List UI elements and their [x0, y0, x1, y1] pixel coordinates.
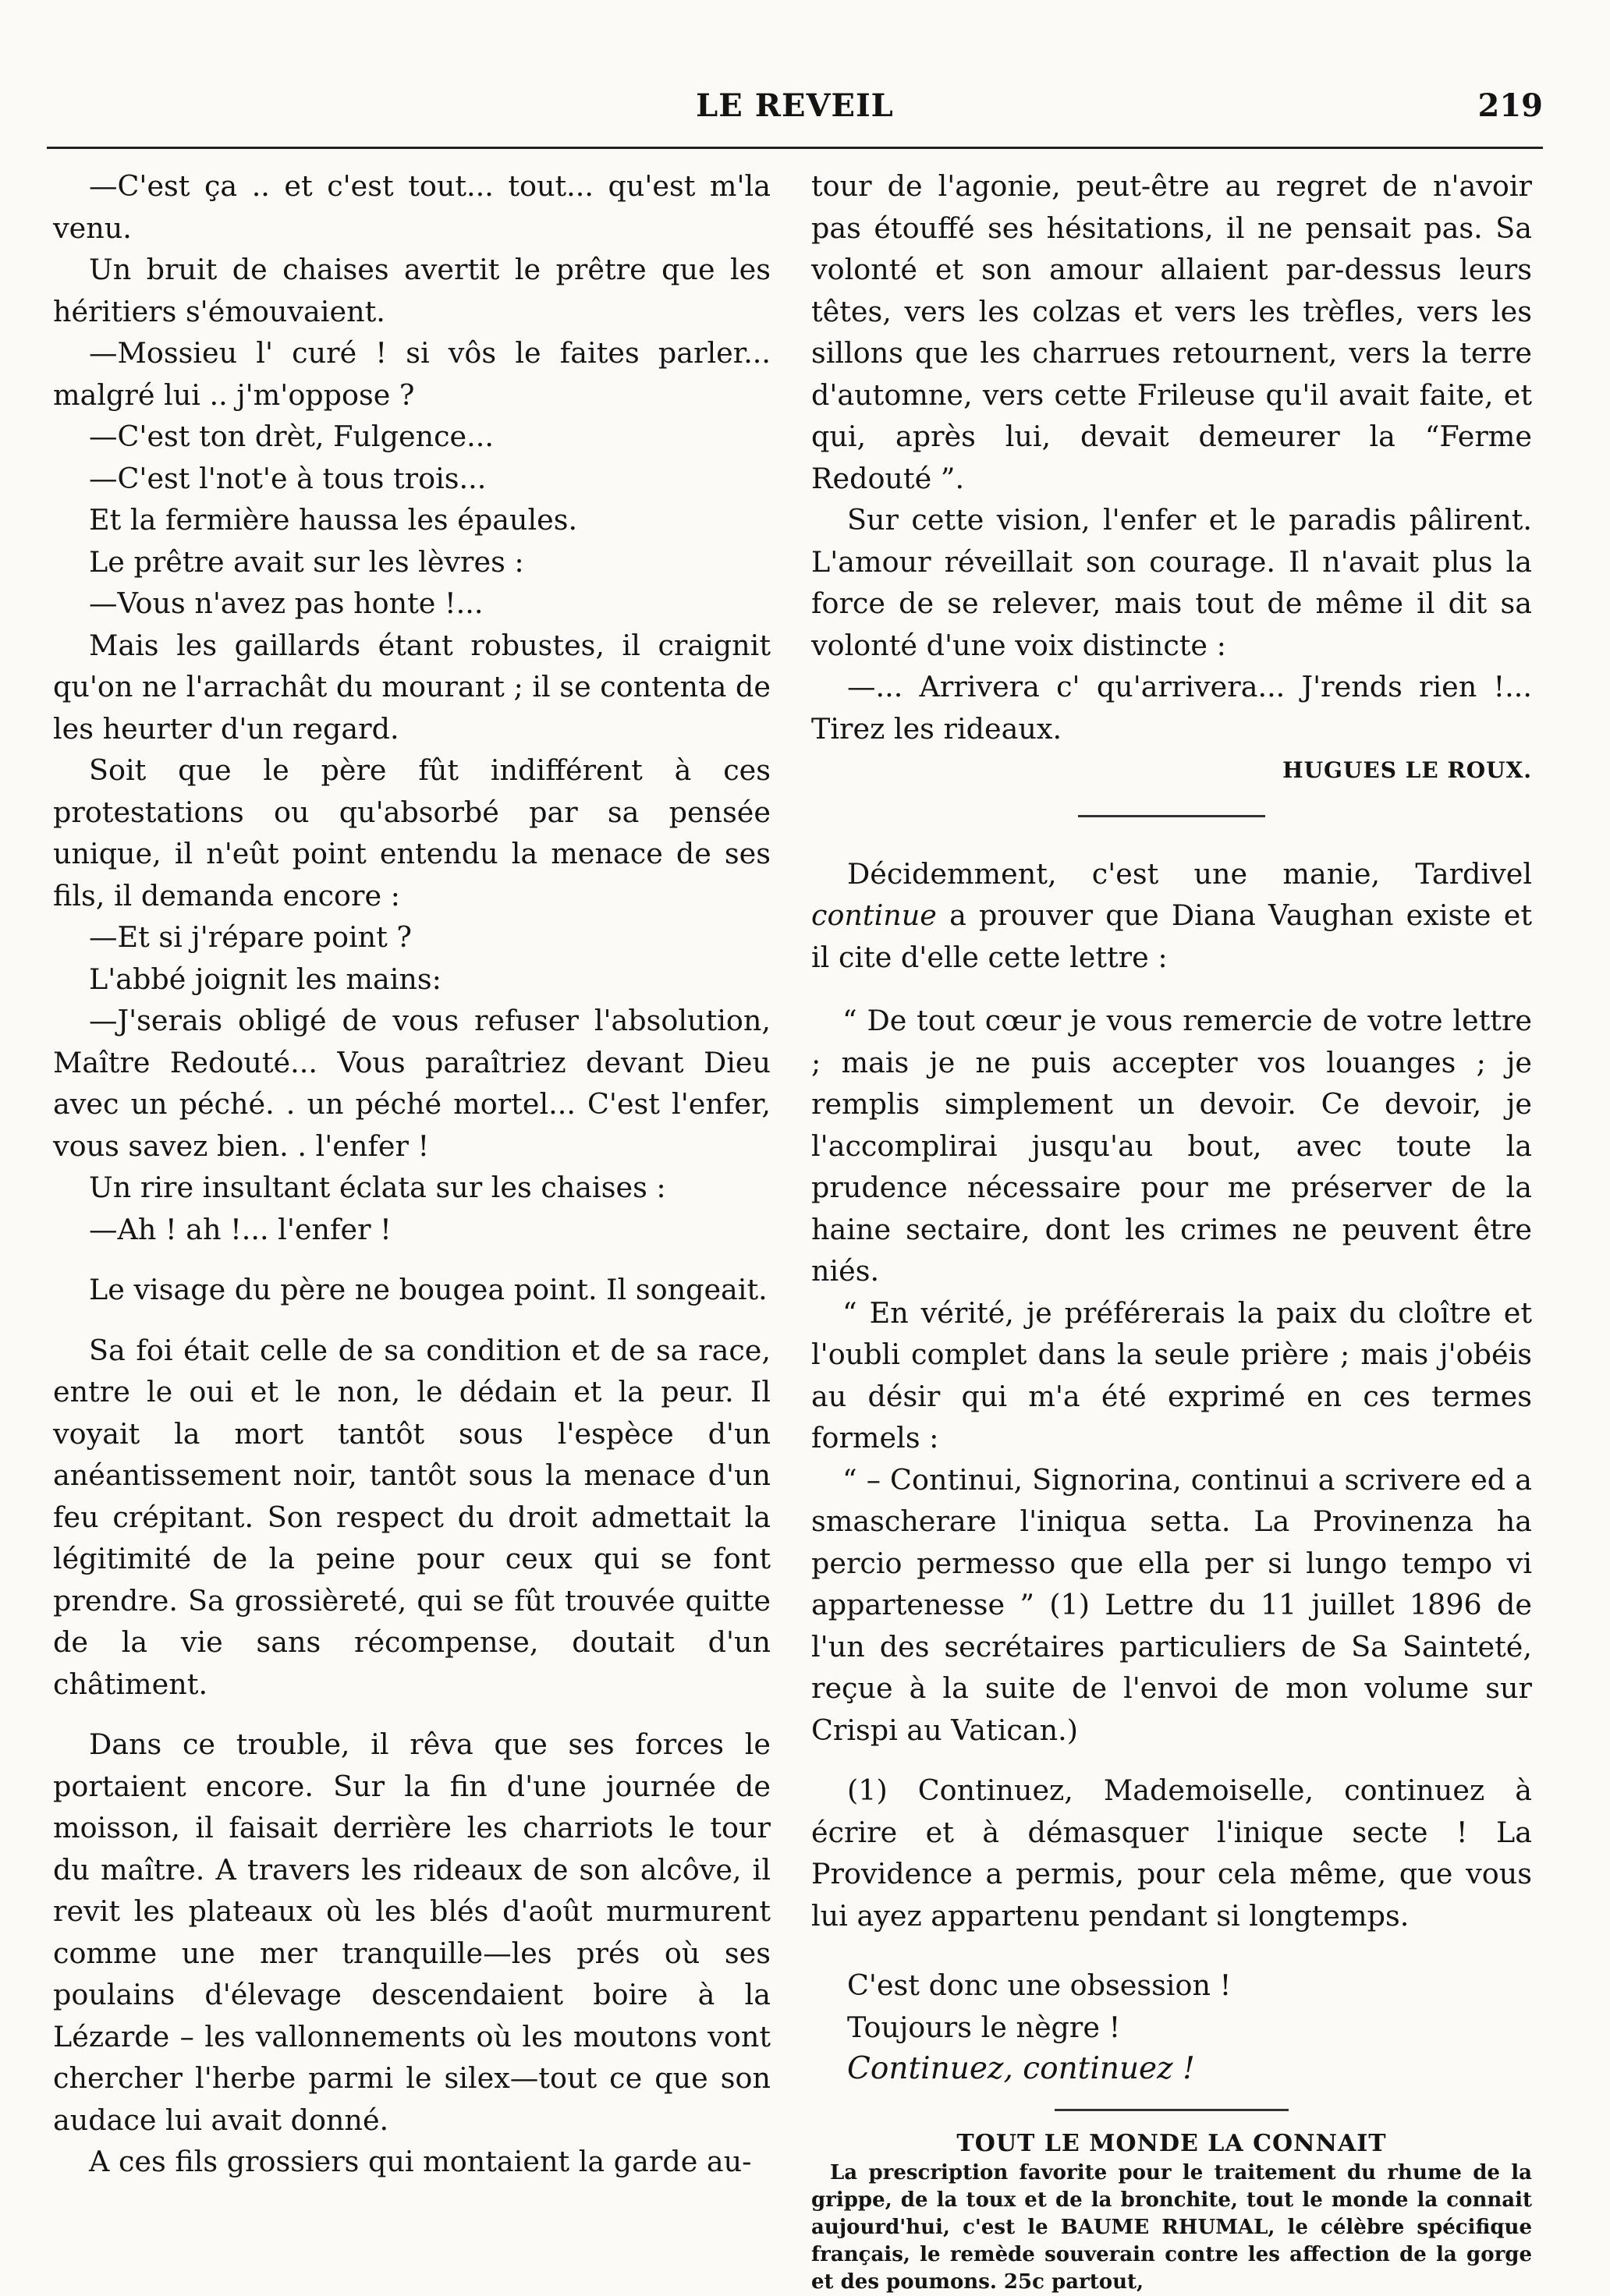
paragraph: Un bruit de chaises avertit le prêtre que les héritiers s'émouvaient.	[53, 253, 771, 328]
paragraph-continuation: tour de l'agonie, peut-être au regret de n'avoir pas étouffé ses hésitations, il ne pensait pas. Sa volonté et son amour allaient par-dessus leurs têtes, vers les colzas et vers les trèfles, vers les sillons que les charrues retournent, vers la terre d'automne, vers cette Frileuse qu'il avait faite, et qui, après lui, devait demeurer la “Ferme Redouté ”.	[811, 169, 1532, 495]
section-divider	[1078, 815, 1265, 817]
closing-line: C'est donc une obsession !	[847, 1968, 1232, 2002]
advert-divider	[1055, 2109, 1289, 2111]
paragraph: Le visage du père ne bougea point. Il songeait.	[89, 1273, 768, 1306]
letter-paragraph: “ De tout cœur je vous remercie de votre lettre ; mais je ne puis accepter vos louanges ; je remplis simplement un devoir. Ce devoir, je l'accomplirai jusqu'au bout, avec toute la prudence nécessaire pour me préserver de la haine sectaire, dont les crimes ne peuvent être niés.	[811, 1004, 1532, 1288]
quoted-letter	[811, 1000, 1532, 1751]
paragraph: —C'est ça .. et c'est tout... tout... qu'est m'la venu.	[53, 169, 771, 245]
advert-title: TOUT LE MONDE LA CONNAIT	[956, 2129, 1387, 2157]
header-rule	[47, 147, 1543, 149]
paragraph: —Ah ! ah !... l'enfer !	[89, 1212, 392, 1246]
advert-body: La prescription favorite pour le traitement du rhume de la grippe, de la toux et de la bronchite, tout le monde la connait aujourd'hui, c'est le BAUME RHUMAL, le célèbre spécifique français, le remède souverain contre les affection de la gorge et des poumons. 25c partout,	[811, 2160, 1532, 2294]
right-column	[811, 165, 1532, 2296]
paragraph: Sur cette vision, l'enfer et le paradis pâlirent. L'amour réveillait son courage. Il n'avait plus la force de se relever, mais tout de même il dit sa volonté d'une voix distincte :	[811, 503, 1532, 662]
author-signature: HUGUES LE ROUX.	[1282, 757, 1532, 783]
intro-paragraph	[811, 853, 1532, 979]
paragraph: —J'serais obligé de vous refuser l'absolution, Maître Redouté... Vous paraîtriez devant Dieu avec un péché. . un péché mortel... C'est l'enfer, vous savez bien. . l'enfer !	[53, 1004, 771, 1163]
paragraph: Un rire insultant éclata sur les chaises :	[89, 1171, 666, 1204]
page-header	[47, 87, 1543, 134]
paragraph: —C'est ton drèt, Fulgence...	[89, 420, 494, 453]
closing-line: Toujours le nègre !	[847, 2010, 1121, 2044]
paragraph: Dans ce trouble, il rêva que ses forces le portaient encore. Sur la fin d'une journée de moisson, il faisait derrière les charriots le tour du maître. A travers les rideaux de son alcôve, il revit les plateaux où les blés d'août murmurent comme une mer tranquille—les prés où ses poulains d'élevage descendaient boire à la Lézarde – les vallonnements où les moutons vont chercher l'herbe parmi le silex—tout ce que son audace lui avait donné.	[53, 1727, 771, 2137]
journal-title: LE REVEIL	[696, 87, 894, 124]
closing-italic-line: Continuez, continuez !	[847, 2051, 1195, 2086]
paragraph: Le prêtre avait sur les lèvres :	[89, 544, 524, 579]
intro-italic: continue	[811, 898, 937, 932]
intro-text-end: a prouver que Diana Vaughan existe et il cite d'elle cette lettre :	[811, 898, 1532, 974]
paragraph: —C'est l'not'e à tous trois...	[89, 461, 487, 495]
paragraph: —Vous n'avez pas honte !...	[89, 586, 484, 620]
closing-remarks	[811, 1965, 1532, 2090]
paragraph: Mais les gaillards étant robustes, il craignit qu'on ne l'arrachât du mourant ; il se contenta de les heurter d'un regard.	[53, 628, 771, 746]
paragraph: —Et si j'répare point ?	[89, 920, 412, 954]
left-column	[53, 165, 771, 2183]
paragraph: Et la fermière haussa les épaules.	[89, 503, 578, 537]
page-number: 219	[1477, 87, 1543, 124]
intro-text: Décidemment, c'est une manie, Tardivel	[847, 856, 1532, 891]
paragraph: —Mossieu l' curé ! si vôs le faites parler... malgré lui .. j'm'oppose ?	[53, 336, 771, 412]
paragraph: A ces fils grossiers qui montaient la garde au-	[89, 2145, 752, 2178]
paragraph: —... Arrivera c' qu'arrivera... J'rends rien !... Tirez les rideaux.	[811, 670, 1532, 746]
footnote: (1) Continuez, Mademoiselle, continuez à écrire et à démasquer l'inique secte ! La Providence a permis, pour cela même, que vous lui ayez appartenu pendant si longtemps.	[811, 1773, 1532, 1933]
paragraph: Sa foi était celle de sa condition et de sa race, entre le oui et le non, le dédain et la peur. Il voyait la mort tantôt sous l'espèce d'un anéantissement noir, tantôt sous la menace d'un feu crépitant. Son respect du droit admettait la légitimité de la peine pour ceux qui se font prendre. Sa grossièreté, qui se fût trouvée quitte de la vie sans récompense, doutait d'un châtiment.	[53, 1333, 771, 1701]
letter-paragraph: “ – Continui, Signorina, continui a scrivere ed a smascherare l'iniqua setta. La Provinenza ha percio permesso que ella per si lungo tempo vi appartenesse ” (1) Lettre du 11 juillet 1896 de l'un des secrétaires particuliers de Sa Sainteté, reçue à la suite de l'envoi de mon volume sur Crispi au Vatican.)	[811, 1462, 1532, 1747]
letter-paragraph: “ En vérité, je préférerais la paix du cloître et l'oubli complet dans la seule prière ; mais j'obéis au désir qui m'a été exprimé en ces termes formels :	[811, 1295, 1532, 1454]
paragraph: Soit que le père fût indifférent à ces protestations ou qu'absorbé par sa pensée unique, il n'eût point entendu la menace de ses fils, il demanda encore :	[53, 753, 771, 912]
paragraph: L'abbé joignit les mains:	[89, 962, 442, 996]
